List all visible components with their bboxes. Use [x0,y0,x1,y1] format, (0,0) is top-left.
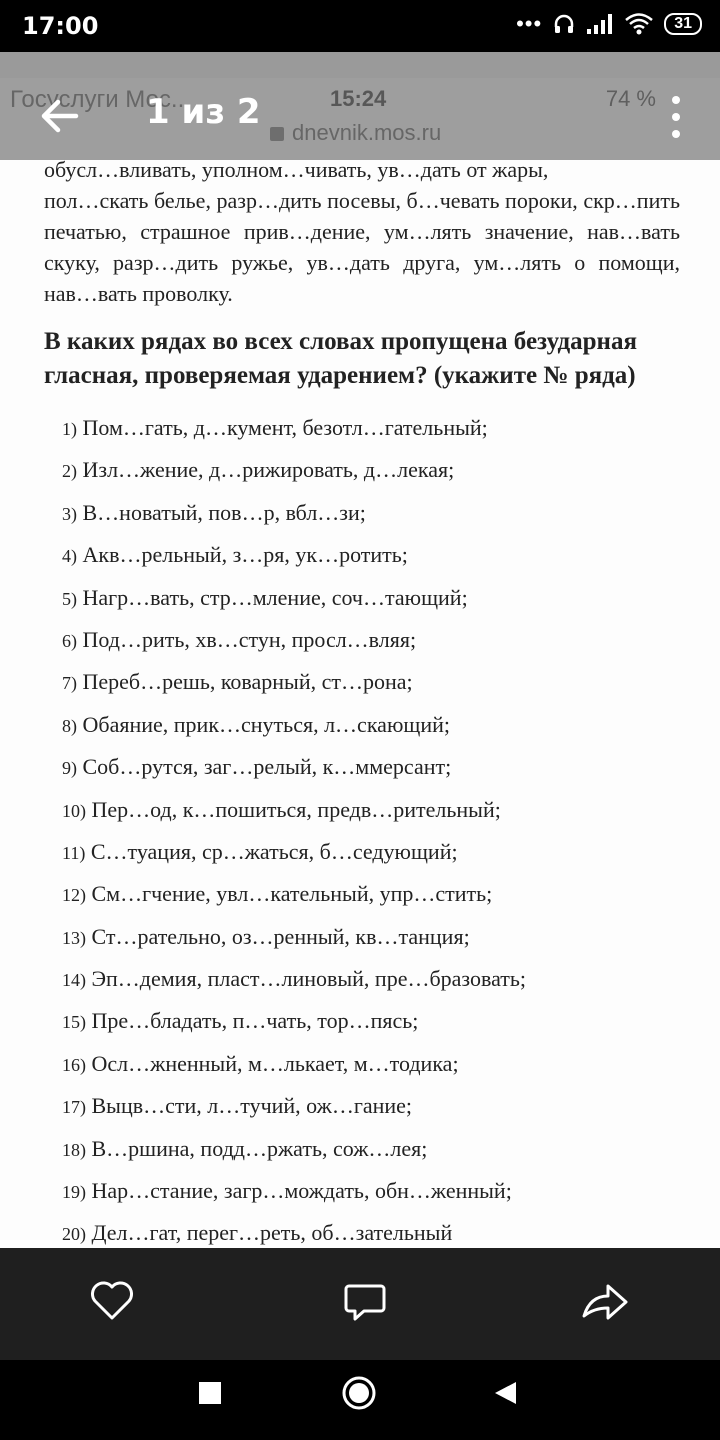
triangle-back-icon[interactable] [492,1380,518,1406]
list-item: 15) Пре…бладать, п…чать, тор…пясь; [62,1008,419,1034]
list-item: 19) Нар…стание, загр…мождать, обн…женный; [62,1178,512,1204]
more-vert-icon[interactable] [662,92,690,142]
list-item: 1) Пом…гать, д…кумент, безотл…гательный; [62,415,488,440]
comment-icon[interactable] [340,1276,390,1326]
wifi-icon [624,12,654,36]
list-item: 11) С…туация, ср…жаться, б…седующий; [62,838,458,864]
status-time: 17:00 [22,12,99,40]
list-item: 3) В…новатый, пов…р, вбл…зи; [62,499,366,525]
list-item: 9) Соб…рутся, заг…релый, к…ммерсант; [62,754,452,780]
photo-viewer[interactable] [0,52,720,1248]
status-bar [0,0,720,52]
list-item: 10) Пер…од, к…пошиться, предв…рительный; [62,796,501,822]
list-item: 16) Осл…жненный, м…лькает, м…тодика; [62,1050,459,1076]
status-icons [516,12,702,36]
navigation-bar [0,1360,720,1440]
document [44,160,680,1248]
answer-list [62,407,680,1248]
signal-icon [586,12,614,36]
viewer-top-bar [0,78,720,160]
photo-counter: 1 из 2 [146,92,261,132]
list-item: 4) Акв…рельный, з…ря, ук…ротить; [62,542,408,568]
list-item: 12) См…гчение, увл…кательный, упр…стить; [62,881,493,907]
list-item: 2) Изл…жение, д…рижировать, д…лекая; [62,457,455,483]
list-item: 5) Нагр…вать, стр…мление, соч…тающий; [62,584,468,610]
exercise-paragraph [44,160,680,309]
share-icon[interactable] [580,1276,630,1326]
paragraph-line: обусл…вливать, уполном…чивать, ув…дать от жары, [44,160,549,182]
list-item: 8) Обаяние, прик…снуться, л…скающий; [62,711,450,737]
photo-page [0,160,720,1248]
list-item: 17) Выцв…сти, л…тучий, ож…гание; [62,1093,413,1119]
list-item: 6) Под…рить, хв…стун, просл…вляя; [62,626,417,652]
notification-dots: ••• [516,11,543,36]
list-item: 7) Переб…решь, коварный, ст…рона; [62,669,413,695]
back-arrow-icon[interactable] [36,92,84,140]
question-heading: В каких рядах во всех словах пропущена безударная гласная, проверяемая ударением? (укажите № ряда) [44,328,637,389]
list-item: 20) Дел…гат, перег…реть, об…зательный [62,1220,453,1246]
action-bar [0,1248,720,1360]
list-item: 13) Ст…рательно, оз…ренный, кв…танция; [62,923,470,949]
headphones-icon [552,12,576,36]
circle-icon[interactable] [341,1375,377,1411]
list-item: 18) В…ршина, подд…ржать, сож…лея; [62,1135,428,1161]
paragraph-line: пол…скать белье, разр…дить посевы, б…чевать пороки, скр…пить печатью, страшное прив…дение, ум…лять значение, нав…вать скуку, разр…дить ружье, ув…дать друга, ум…лять о помощи, нав…вать проволку. [44,188,680,306]
battery-icon: 31 [664,13,702,35]
list-item: 14) Эп…демия, пласт…линовый, пре…бразовать; [62,966,527,992]
heart-icon[interactable] [87,1276,137,1326]
square-icon[interactable] [199,1382,221,1404]
